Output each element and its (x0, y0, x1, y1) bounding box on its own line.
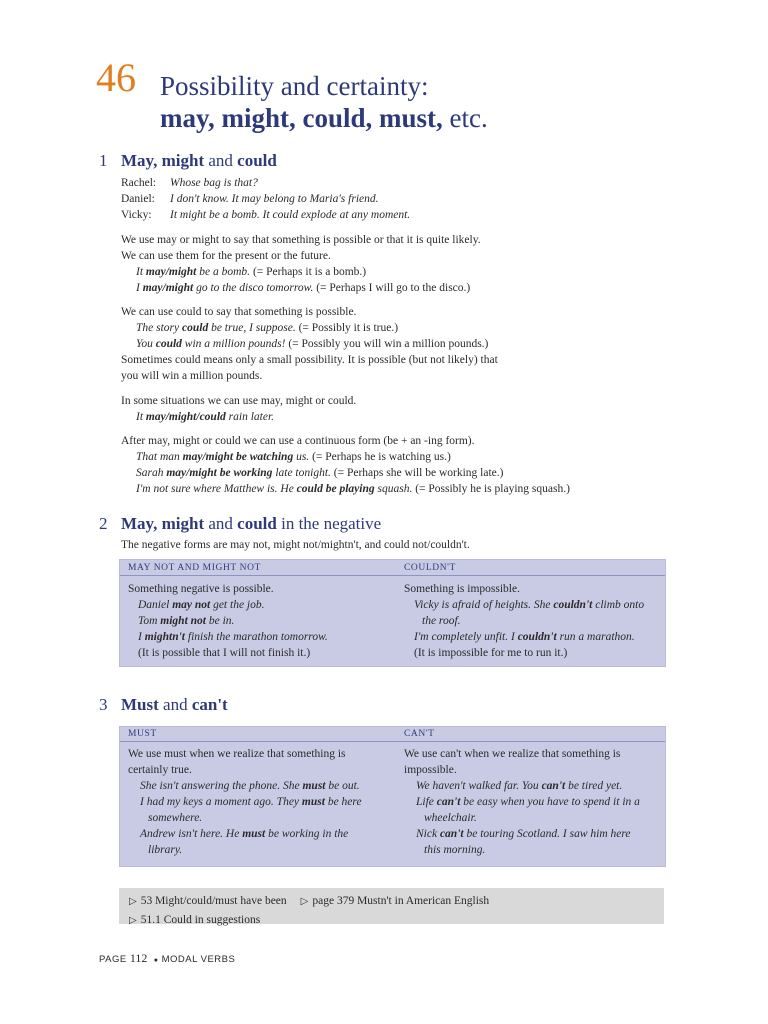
section-2-intro: The negative forms are may not, might not/mightn't, and could not/couldn't. (121, 539, 470, 551)
column-lead: We use can't when we realize that something is (404, 748, 621, 760)
left-column (128, 581, 398, 661)
unit-number: 46 (96, 55, 136, 100)
column-header: MAY NOT AND MIGHT NOT (128, 563, 261, 573)
column-header: MUST (128, 729, 157, 739)
example-line: Daniel may not get the job. (138, 599, 265, 611)
title-modals: may, might, could, must, (160, 103, 443, 133)
speaker-line: I don't know. It may belong to Maria's friend. (170, 193, 379, 205)
paragraph-line: We use may or might to say that something is possible or that it is quite likely. (121, 234, 481, 246)
section-1-para-4 (121, 433, 741, 497)
example-line: We haven't walked far. You can't be tired yet. (416, 780, 623, 792)
section-3-heading (99, 696, 228, 713)
example-line: this morning. (424, 844, 486, 856)
column-note: (It is possible that I will not finish it.) (138, 647, 311, 659)
negative-forms-box (119, 559, 666, 667)
paragraph-line: In some situations we can use may, might or could. (121, 395, 357, 407)
column-lead: We use must when we realize that something is (128, 748, 346, 760)
section-1-para-3 (121, 393, 721, 425)
box-divider (120, 575, 665, 576)
cross-reference-box (119, 888, 664, 924)
unit-title-line1: Possibility and certainty: (160, 71, 429, 101)
section-1-para-1 (121, 232, 721, 296)
heading-part: May, might (121, 514, 205, 533)
example-line: Sarah may/might be working late tonight. (= Perhaps she will be working late.) (136, 467, 504, 479)
heading-part: and (204, 151, 238, 170)
paragraph-line: Sometimes could means only a small possibility. It is possible (but not likely) that (121, 354, 498, 366)
section-1-para-2 (121, 304, 721, 384)
example-line: You could win a million pounds! (= Possibly you will win a million pounds.) (136, 338, 489, 350)
dialogue (121, 175, 681, 223)
arrow-icon: ▷ (129, 896, 137, 907)
speaker-name: Rachel: (121, 177, 157, 189)
page-label: PAGE (99, 954, 127, 965)
example-line: That man may/might be watching us. (= Perhaps he is watching us.) (136, 451, 451, 463)
column-lead: certainly true. (128, 764, 192, 776)
unit-title-line2 (160, 104, 488, 134)
heading-part: and (204, 514, 238, 533)
section-number: 2 (99, 514, 108, 533)
example-line: Tom might not be in. (138, 615, 235, 627)
heading-part: can't (191, 695, 228, 714)
dialogue-line (121, 207, 681, 223)
example-line: the roof. (422, 615, 461, 627)
paragraph-line: We can use them for the present or the future. (121, 250, 331, 262)
example-line: Nick can't be touring Scotland. I saw him here (416, 828, 631, 840)
paragraph-line: We can use could to say that something is possible. (121, 306, 357, 318)
section-2-heading (99, 515, 381, 532)
page-number: 112 (129, 951, 148, 965)
box-divider (120, 741, 665, 742)
example-line: Life can't be easy when you have to spend it in a (416, 796, 640, 808)
section-1-heading (99, 152, 277, 169)
right-column (404, 581, 662, 661)
column-lead: Something negative is possible. (128, 583, 274, 595)
column-lead: impossible. (404, 764, 457, 776)
column-header: CAN'T (404, 729, 435, 739)
example-line: I'm completely unfit. I couldn't run a marathon. (414, 631, 635, 643)
speaker-line: Whose bag is that? (170, 177, 258, 189)
right-column (404, 746, 662, 858)
heading-part: could (237, 514, 277, 533)
example-line: She isn't answering the phone. She must be out. (140, 780, 360, 792)
cross-reference-list (129, 891, 659, 929)
section-number: 3 (99, 695, 108, 714)
arrow-icon: ▷ (129, 915, 137, 926)
example-line: I may/might go to the disco tomorrow. (= Perhaps I will go to the disco.) (136, 282, 471, 294)
arrow-icon: ▷ (300, 896, 309, 907)
heading-part: could (237, 151, 277, 170)
paragraph-line: you will win a million pounds. (121, 370, 263, 382)
example-line: wheelchair. (424, 812, 477, 824)
paragraph-line: After may, might or could we can use a continuous form (be + an -ing form). (121, 435, 475, 447)
heading-part: and (158, 695, 192, 714)
example-line: Vicky is afraid of heights. She couldn't climb onto (414, 599, 645, 611)
speaker-name: Vicky: (121, 209, 152, 221)
speaker-name: Daniel: (121, 193, 155, 205)
cross-reference-link[interactable]: ▷ 51.1 Could in suggestions (129, 914, 261, 926)
example-line: I had my keys a moment ago. They must be here (140, 796, 362, 808)
speaker-line: It might be a bomb. It could explode at any moment. (170, 209, 411, 221)
example-line: Andrew isn't here. He must be working in the (140, 828, 349, 840)
example-line: The story could be true, I suppose. (= Possibly it is true.) (136, 322, 399, 334)
dialogue-line (121, 175, 681, 191)
title-etc: etc. (442, 103, 488, 133)
example-line: It may/might/could rain later. (136, 411, 275, 423)
cross-reference-link[interactable]: ▷ page 379 Mustn't in American English (300, 895, 490, 907)
example-line: It may/might be a bomb. (= Perhaps it is a bomb.) (136, 266, 367, 278)
dialogue-line (121, 191, 681, 207)
footer-section-title: MODAL VERBS (161, 954, 236, 965)
example-line: somewhere. (148, 812, 203, 824)
must-cant-box (119, 726, 666, 867)
bullet-icon: ● (153, 957, 159, 964)
left-column (128, 746, 398, 858)
page-footer (99, 951, 235, 966)
section-number: 1 (99, 151, 108, 170)
heading-part: Must (121, 695, 159, 714)
heading-part: in the negative (276, 514, 382, 533)
column-lead: Something is impossible. (404, 583, 520, 595)
example-line: I mightn't finish the marathon tomorrow. (138, 631, 328, 643)
example-line: I'm not sure where Matthew is. He could be playing squash. (= Possibly he is playing squash.) (136, 483, 570, 495)
cross-reference-link[interactable]: ▷ 53 Might/could/must have been (129, 895, 287, 907)
column-note: (It is impossible for me to run it.) (414, 647, 568, 659)
heading-part: May, might (121, 151, 205, 170)
column-header: COULDN'T (404, 563, 456, 573)
example-line: library. (148, 844, 183, 856)
